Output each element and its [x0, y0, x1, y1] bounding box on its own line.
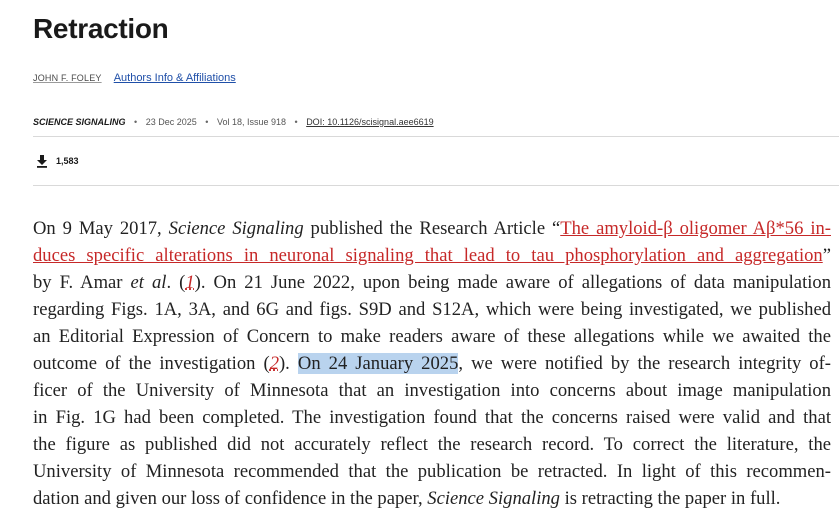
author-line	[33, 72, 236, 84]
page-title: Retraction	[33, 13, 169, 44]
publication-meta	[33, 117, 434, 127]
text-line: dation and given our loss of confidence in the paper, Science Signaling is retracting the paper in full.	[33, 488, 781, 509]
volume-issue: Vol 18, Issue 918	[216, 117, 286, 127]
reference-link-2[interactable]: 2	[269, 353, 279, 374]
selected-text-highlight[interactable]: On 24 January 2025	[297, 353, 459, 374]
text-line: an Editorial Expression of Concern to make readers aware of these allegations while we awaited the	[33, 326, 831, 347]
text-line: the figure as published did not accurately reflect the research record. To correct the literature, the	[33, 434, 831, 455]
original-article-link[interactable]: The amyloid-β oligomer Aβ*56 in-	[560, 218, 831, 239]
text-line: regarding Figs. 1A, 3A, and 6G and figs. S9D and S12A, which were being investigated, we published	[33, 299, 831, 320]
original-article-link-continued[interactable]: duces specific alterations in neuronal signaling that lead to tau phosphorylation and aggregation	[33, 245, 823, 266]
text-line: University of Minnesota recommended that the publication be retracted. In light of this recommen-	[33, 461, 831, 482]
journal-italic: Science Signaling	[427, 488, 560, 509]
journal-name: SCIENCE SIGNALING	[33, 117, 126, 127]
download-icon	[35, 154, 49, 168]
download-metrics[interactable]	[35, 154, 79, 168]
authors-info-affiliations-link[interactable]: Authors Info & Affiliations	[113, 72, 236, 84]
text-line: On 9 May 2017, Science Signaling published the Research Article “The amyloid-β oligomer Aβ*56 in-	[33, 218, 831, 239]
retraction-notice-body	[33, 215, 831, 512]
meta-separator: •	[134, 117, 138, 127]
text-line: outcome of the investigation (2). On 24 January 2025, we were notified by the research integrity of-	[33, 353, 831, 374]
publication-date: 23 Dec 2025	[145, 117, 197, 127]
text-line: ficer of the University of Minnesota that an investigation into concerns about image manipulation	[33, 380, 831, 401]
text-line: in Fig. 1G had been completed. The investigation found that the concerns raised were valid and that	[33, 407, 831, 428]
divider	[33, 136, 839, 137]
text-line: by F. Amar et al. (1). On 21 June 2022, upon being made aware of allegations of data manipulation	[33, 272, 831, 293]
text-line: duces specific alterations in neuronal signaling that lead to tau phosphorylation and aggregation”	[33, 245, 831, 266]
divider	[33, 185, 839, 186]
journal-italic: Science Signaling	[168, 218, 304, 239]
author-link[interactable]: JOHN F. FOLEY	[33, 73, 102, 83]
meta-separator: •	[205, 117, 209, 127]
meta-separator: •	[294, 117, 298, 127]
reference-link-1[interactable]: 1	[185, 272, 195, 293]
download-count: 1,583	[56, 156, 79, 166]
doi-link[interactable]: DOI: 10.1126/scisignal.aee6619	[306, 117, 434, 127]
